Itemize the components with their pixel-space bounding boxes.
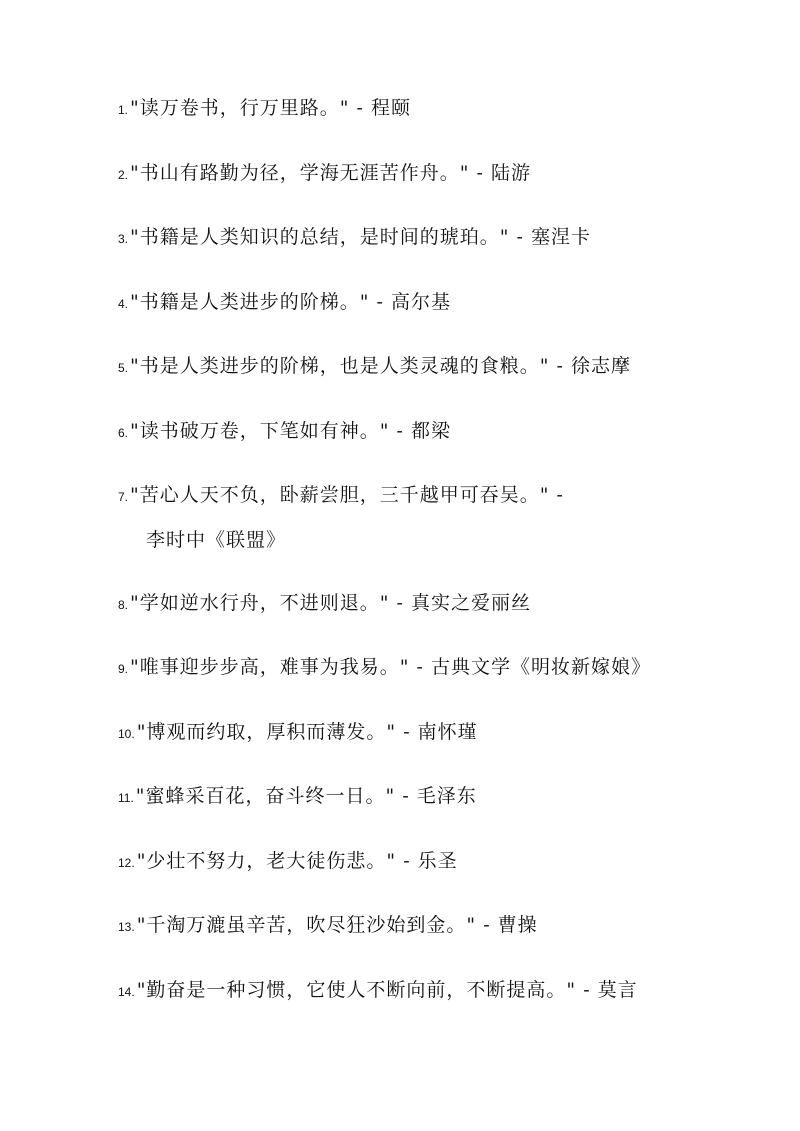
item-number: 10. bbox=[118, 726, 135, 741]
quote-text: "博观而约取，厚积而薄发。" - 南怀瑾 bbox=[136, 720, 478, 743]
list-item bbox=[118, 845, 738, 880]
item-number: 11. bbox=[118, 791, 134, 805]
item-number: 7. bbox=[118, 490, 129, 504]
item-number: 13. bbox=[118, 920, 135, 934]
quote-text: "读万卷书，行万里路。" - 程颐 bbox=[130, 97, 411, 119]
list-item bbox=[118, 479, 738, 557]
quote-text: "勤奋是一种习惯，它使人不断向前，不断提高。" - 莫言 bbox=[136, 978, 638, 1001]
item-number: 4. bbox=[118, 296, 129, 311]
list-item bbox=[118, 587, 738, 622]
item-number: 1. bbox=[118, 103, 129, 117]
list-item bbox=[118, 909, 738, 944]
quote-text-continuation: 李时中《联盟》 bbox=[146, 529, 287, 551]
list-item bbox=[118, 350, 738, 385]
quote-text: "唯事迎步步高，难事为我易。" - 古典文学《明妆新嫁娘》 bbox=[130, 656, 651, 678]
quote-text: "书山有路勤为径，学海无涯苦作舟。" - 陆游 bbox=[130, 161, 531, 184]
list-item bbox=[118, 651, 738, 686]
list-item bbox=[118, 221, 738, 256]
quote-list bbox=[118, 92, 738, 1038]
quote-text: "少壮不努力，老大徒伤悲。" - 乐圣 bbox=[136, 849, 458, 872]
item-number: 12. bbox=[118, 855, 135, 870]
item-number: 8. bbox=[118, 597, 129, 612]
quote-text: "千淘万漉虽辛苦，吹尽狂沙始到金。" - 曹操 bbox=[136, 914, 538, 936]
quote-text: "苦心人天不负，卧薪尝胆，三千越甲可吞吴。" - bbox=[130, 484, 564, 506]
list-item bbox=[118, 974, 738, 1009]
item-number: 14. bbox=[118, 984, 135, 999]
item-number: 6. bbox=[118, 425, 129, 440]
quote-text: "学如逆水行舟，不进则退。" - 真实之爱丽丝 bbox=[130, 591, 531, 614]
item-number: 3. bbox=[118, 232, 129, 246]
list-item bbox=[118, 415, 738, 450]
quote-text: "读书破万卷，下笔如有神。" - 都梁 bbox=[130, 419, 451, 442]
item-number: 2. bbox=[118, 167, 129, 182]
list-item bbox=[118, 157, 738, 192]
quote-text: "书籍是人类知识的总结，是时间的琥珀。" - 塞涅卡 bbox=[130, 226, 591, 248]
quote-text: "蜜蜂采百花，奋斗终一日。" - 毛泽东 bbox=[135, 785, 477, 807]
quote-text: "书籍是人类进步的阶梯。" - 高尔基 bbox=[130, 290, 451, 313]
list-item bbox=[118, 92, 738, 127]
list-item bbox=[118, 780, 738, 815]
list-item bbox=[118, 286, 738, 321]
list-item bbox=[118, 716, 738, 751]
item-number: 5. bbox=[118, 361, 129, 375]
item-number: 9. bbox=[118, 662, 129, 676]
quote-text: "书是人类进步的阶梯，也是人类灵魂的食粮。" - 徐志摩 bbox=[130, 355, 631, 377]
